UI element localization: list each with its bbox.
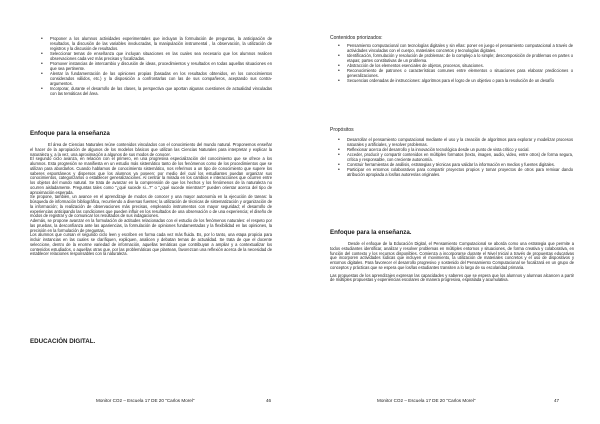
list-item: • Promover instancias de intercambio y discusión de ideas, procedimientos y resultados en todas aquellas situaciones en que sea pertinente. [40,62,272,72]
list-item: • Acceder, producir y compartir contenidos en múltiples formatos (texto, imagen, audio, video, entre otros) de forma segura, crítica y responsable, con creciente autonomía. [337,153,573,163]
list-item: • Reconocimiento de patrones o características comunes entre elementos o situaciones para elaborar predicciones o generalizaciones. [337,69,573,79]
contenidos-list [337,44,573,84]
paragraph: Los alumnos que cursan el segundo ciclo leen y escriben en forma cada vez más fluida. Es, por lo tanto, una etapa propicia para incluir instancias en las cuales se clarifiquen, expliquen, analicen y debatan temas de actualidad. Se trata de que el docente seleccione, dentro de la enorme variedad de información, aquellas temáticas que contribuyan a ampliar y a contextualizar los contenidos estudiados, o aquellas otras que, por las problemáticas que plantean, favorezcan una reflexión acerca de la necesidad de establecer relaciones responsables con la naturaleza. [30,232,272,257]
list-item: • Proponer a los alumnos actividades experimentales que incluyan la formulación de preguntas, la anticipación de resultados, la discusión de las variables involucradas, la manipulación instrumental , la observación, la utilización de registros y la discusión de resultados. [40,37,272,51]
list-item: • Abstracción de los elementos esenciales de objetos, procesos, situaciones. [337,64,573,69]
paragraph: Además, se propone avanzar en la formulación de actitudes relacionadas con el estudio de los fenómenos naturales: el respeto por las pruebas, la desconfianza ante las apariencias, la formulación de opiniones fundamentadas y la flexibilidad en las opiniones, la precisión en la formulación de preguntas. [30,218,272,233]
list-item: • Seleccionar temas de enseñanza que incluyan situaciones en las cuales sea necesario que los alumnos realicen observaciones cada vez más precisas y focalizadas. [40,52,272,62]
page-number: 46 [266,398,272,403]
list-item: • Identificación, formulación y resolución de problemas: de lo complejo a lo simple; descomposición de problemas en partes o etapas; partes constitutivas de un problema. [337,54,573,64]
strategies-list [40,37,272,97]
paragraph: Desde el enfoque de la Educación Digital, el Pensamiento Computacional se aborda como una estrategia que permite a todos estudiantes identificar, analizar y resolver problemas en múltiples entornos y situaciones, de forma creativa y colaborativa, en función del contexto y los recursos disponibles. Comienza a incorporarse durante el Nivel Inicial a través de propuestas educativas que incorporen actividades lúdicas que incluyen el movimiento, la utilización de materiales concretos y el uso de dispositivos y entornos digitales. Para favorecer el desarrollo progresivo y sostenido del Pensamiento Computacional se focalizará en un grupo de conceptos y prácticas que se espera que los/las estudiantes transiten a lo largo de su escolaridad primaria. [330,241,574,270]
list-item: • Pensamiento computacional con tecnologías digitales y sin ellas: poner en juego el pensamiento computacional a través de actividades vinculadas con el cuerpo, materiales concretos y tecnologías digitales. [337,44,573,54]
list-item: • Alentar la fundamentación de las opiniones propias (basadas en los resultados obtenidos, en los conocimientos considerados válidos, etc.) y la disposición a confrontarlas con las de sus compañeros, aceptando sus contra-argumentos. [40,72,272,86]
section-heading-enfoque: Enfoque para la enseñanza [30,130,110,137]
list-item: • Participar en entornos colaborativos para compartir proyectos propios y tomar proyectos de otros para remixar dando atribución apropiada a los/las autores/as originales. [337,168,573,178]
paragraph: El área de Ciencias Naturales reúne contenidos vinculados con el conocimiento del mundo natural. Proponemos enseñar el hacer de la apropiación de algunos de los modelos básicos que utilizan las Ciencias Naturales para interpretar y explicar la naturaleza y, a la vez, una aproximación a algunos de sus modos de conocer. [30,142,272,157]
footer-text: Monitor CO2 – Escuela 17 DE 20 "Carlos Morel" [96,398,195,403]
page-number: 47 [554,398,560,403]
paragraph: Las propuestas de los aprendizajes expresan las capacidades y saberes que se espera que los alumnos y alumnas alcancen a partir de múltiples propuestas y experiencias escolares de manera progresiva, espiralada y acumulativa. [330,272,574,283]
section-heading-enfoque: Enfoque para la enseñanza. [330,229,412,236]
right-page [300,0,600,424]
paragraph: Se propone, también, un avance en el aprendizaje de modos de conocer y una mayor autonomía en la ejecución de tareas: la búsqueda de información bibliográfica, recurriendo a diversas fuentes; la utilización de técnicas de sistematización y organización de la información; la realización de observaciones más precisas, empleando instrumentos con mayor seguridad; el desarrollo de experiencias anticipando las condiciones que pueden influir en los resultados de una observación o de una experiencia; el diseño de modos de registrar y de comunicar los resultados de sus indagaciones. [30,194,272,219]
propositos-label: Propósitos [330,127,354,133]
section-body [30,143,272,257]
paragraph: El segundo ciclo avanza, en relación con el primero, en una progresiva especialización del conocimiento que se ofrece a los alumnos. Esta progresión se manifiesta en un estudio más sistemático tanto de los fenómenos como de los procedimientos que se utilizan para abordarlos. Cuando hablamos de conocimiento sistemático, nos referimos a un tipo de conocimiento que supere los saberes espontáneos y dispersos que los alumnos ya poseen; por medio del cual los estudiantes puedan organizar sus conocimientos, categorizarlos o establecer generalizaciones. Al centrar la mirada en los cambios e interacciones que ocurren entre los objetos del mundo natural. Se trata de avanzar en la comprensión de que los hechos y los fenómenos de la naturaleza no ocurren aisladamente. Preguntas tales como "¿qué sucede si...?" o "¿qué sucede mientras?" pueden orientar acerca del tipo de aproximación esperada. [30,156,272,195]
propositos-list [337,138,573,178]
section-body [330,242,574,283]
contenidos-label: Contenidos priorizados: [330,35,383,41]
list-item: • Secuencias ordenadas de instrucciones: algoritmos para el logro de un objetivo o para la resolución de un desafío [337,79,573,84]
footer-text: Monitor CO2 – Escuela 17 DE 20 "Carlos Morel" [377,398,476,403]
section-heading-educacion-digital: EDUCACIÓN DIGITAL. [30,338,96,345]
list-item: • Desarrollar el pensamiento computacional mediante el uso y la creación de algoritmos para explorar y modelizar procesos naturales y artificiales, y resolver problemas. [337,138,573,148]
list-item: • Reflexionar acerca del desarrollo y la innovación tecnológica desde un punto de vista crítico y social. [337,148,573,153]
list-item: • Incorporar, durante el desarrollo de las clases, la perspectiva que aportan algunas cuestiones de actualidad vinculadas con las temáticas del área. [40,87,272,97]
list-item: • Construir herramientas de análisis, estrategias y técnicas para validar la información en medios y fuentes digitales. [337,163,573,168]
